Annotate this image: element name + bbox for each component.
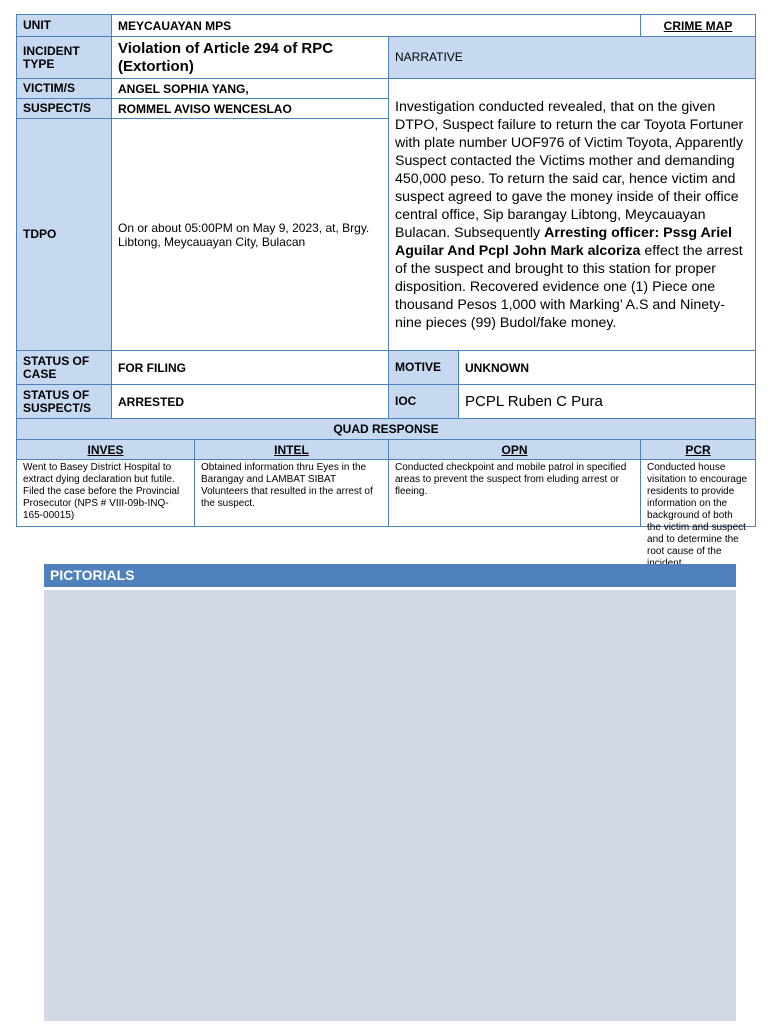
narrative-arresting-officers: Arresting officer: Pssg Ariel Aguilar And Pcpl John Mark alcoriza (395, 224, 732, 259)
motive-value: UNKNOWN (459, 351, 756, 385)
quad-inves-text (17, 460, 195, 527)
quad-col-inves: INVES (17, 440, 195, 460)
quad-response-title: QUAD RESPONSE (17, 419, 756, 440)
quad-inves-line-1: Went to Basey District Hospital to extract dying declaration but futile. (23, 462, 175, 485)
victim-value: ANGEL SOPHIA YANG, (112, 79, 389, 99)
pictorials-section (44, 564, 736, 1024)
status-of-suspect-value: ARRESTED (112, 385, 389, 419)
unit-label: UNIT (17, 15, 112, 37)
crime-map-link[interactable]: CRIME MAP (641, 15, 756, 37)
narrative-text (389, 79, 756, 351)
tdpo-value: On or about 05:00PM on May 9, 2023, at, Brgy. Libtong, Meycauayan City, Bulacan (112, 119, 389, 351)
quad-opn-text: Conducted checkpoint and mobile patrol in specified areas to prevent the suspect from eluding arrest or fleeing. (389, 460, 641, 527)
narrative-label: NARRATIVE (389, 37, 756, 79)
quad-intel-text: Obtained information thru Eyes in the Barangay and LAMBAT SIBAT Volunteers that resulted in the arrest of the suspect. (195, 460, 389, 527)
quad-col-intel: INTEL (195, 440, 389, 460)
status-of-suspect-label: STATUS OF SUSPECT/S (17, 385, 112, 419)
status-of-case-value: FOR FILING (112, 351, 389, 385)
quad-inves-line-2: Filed the case before the Provincial Prosecutor (NPS # VIII-09b-INQ-165-00015) (23, 486, 180, 521)
suspect-label: SUSPECT/S (17, 99, 112, 119)
quad-col-opn: OPN (389, 440, 641, 460)
pictorials-image-area (44, 590, 736, 1021)
tdpo-label: TDPO (17, 119, 112, 351)
narrative-part-1: Investigation conducted revealed, that on the given DTPO, Suspect failure to return the car Toyota Fortuner with plate number UOF976 of Victim Toyota, Apparently Suspect contacted the Victims mother and demanding 450,000 peso. To return the said car, hence victim and suspect agreed to gave the money inside of their office central office, Sip barangay Libtong, Meycauayan Bulacan. Subsequently (395, 98, 744, 241)
ioc-value: PCPL Ruben C Pura (459, 385, 756, 419)
incident-report-table (16, 14, 756, 557)
pictorials-header: PICTORIALS (44, 564, 736, 590)
narrative-part-2: effect the arrest of the suspect and brought to this station for proper disposition. Recovered evidence one (1) Piece one thousand Pesos 1,000 with Marking’ A.S and Ninety-nine pieces (99) Budol/fake money. (395, 242, 743, 331)
unit-value: MEYCAUAYAN MPS (112, 15, 641, 37)
quad-col-pcr: PCR (641, 440, 756, 460)
motive-label: MOTIVE (389, 351, 459, 385)
victim-label: VICTIM/S (17, 79, 112, 99)
status-of-case-label: STATUS OF CASE (17, 351, 112, 385)
quad-pcr-text: Conducted house visitation to encourage residents to provide information on the background of both the victim and suspect and to determine the root cause of the (641, 460, 756, 527)
incident-type-label: INCIDENT TYPE (17, 37, 112, 79)
suspect-value: ROMMEL AVISO WENCESLAO (112, 99, 389, 119)
ioc-label: IOC (389, 385, 459, 419)
incident-type-value: Violation of Article 294 of RPC (Extortion) (112, 37, 389, 79)
